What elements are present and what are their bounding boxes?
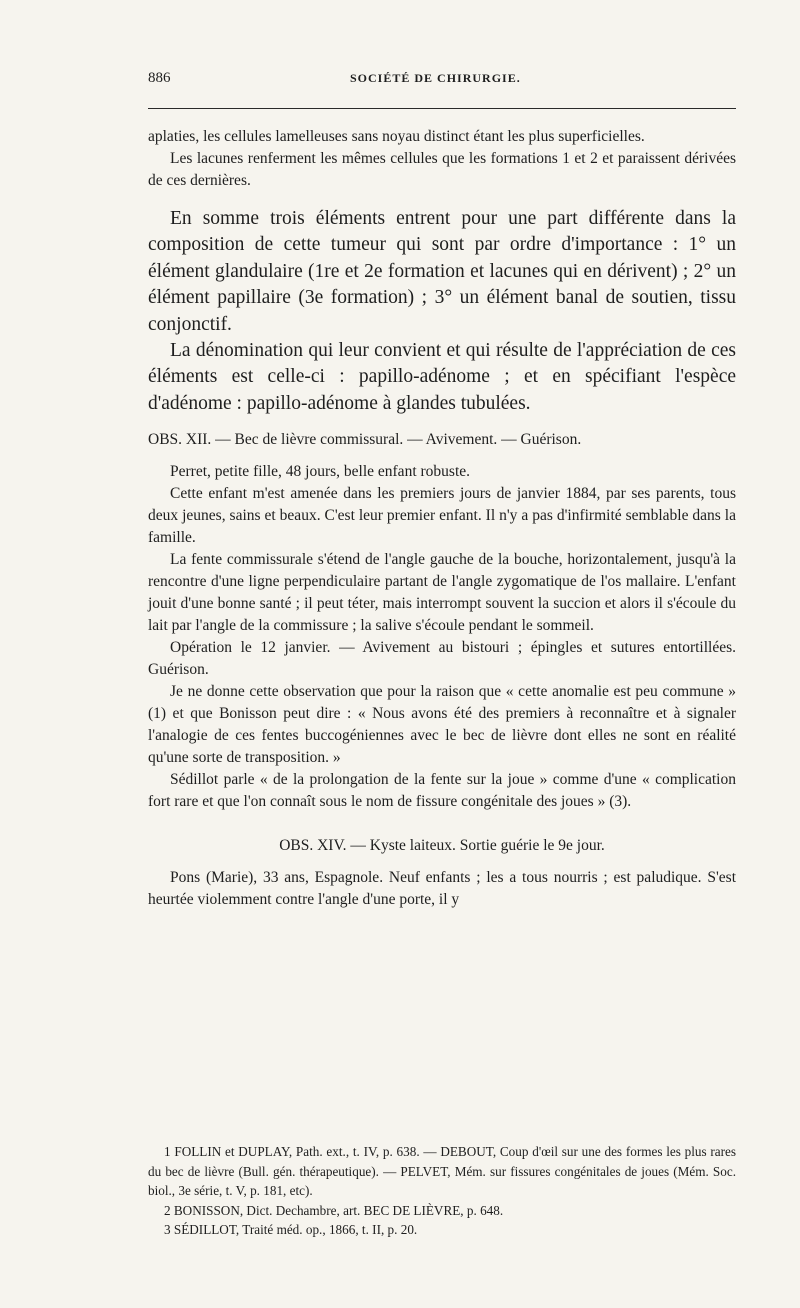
footnote: 1 FOLLIN et DUPLAY, Path. ext., t. IV, p. 638. — DEBOUT, Coup d'œil sur une des formes les plus rares du bec de lièvre (Bull. gén. thérapeutique). — PELVET, Mém. sur fissures congénitales de joues (Mém. Soc. biol., 3e série, t. V, p. 181, etc). [148,1144,736,1198]
running-header [148,70,736,100]
page-body [148,126,736,911]
footnotes [148,1142,736,1240]
observation-heading: OBS. XIV. — Kyste laiteux. Sortie guérie le 9e jour. [279,837,605,855]
observation-paragraph: Je ne donne cette observation que pour la raison que « cette anomalie est peu commune » (1) et que Bonisson peut dire : « Nous avons été des premiers à reconnaître et à signaler l'analogie de ces fentes buccogéniennes avec le bec de lièvre dont elles ne sont en réalité qu'une sorte de transposition. » [148,683,736,767]
paragraph: Les lacunes renferment les mêmes cellules que les formations 1 et 2 et paraissent dérivées de ces dernières. [148,150,736,189]
summary-paragraph: En somme trois éléments entrent pour une part différente dans la composition de cette tumeur qui sont par ordre d'importance : 1° un élément glandulaire (1re et 2e formation et lacunes qui en dérivent) ; 2° un élément papillaire (3e formation) ; 3° un élément banal de soutien, tissu conjonctif. [148,208,736,335]
footnote: 3 SÉDILLOT, Traité méd. op., 1866, t. II, p. 20. [164,1222,418,1237]
observation-paragraph: Perret, petite fille, 48 jours, belle enfant robuste. [170,463,471,481]
observation-paragraph: Pons (Marie), 33 ans, Espagnole. Neuf enfants ; les a tous nourris ; est paludique. S'est heurtée violemment contre l'angle d'une porte, il y [148,869,736,909]
summary-paragraph: La dénomination qui leur convient et qui résulte de l'appréciation de ces éléments est celle-ci : papillo-adénome ; et en spécifiant l'espèce d'adénome : papillo-adénome à glandes tubulées. [148,340,736,414]
spacer [148,451,736,461]
observation-paragraph: Sédillot parle « de la prolongation de la fente sur la joue » comme d'une « complication fort rare et que l'on connaît sous le nom de fissure congénitale des joues » (3). [148,771,736,811]
book-page [148,70,736,1237]
spacer [148,857,736,867]
page-number: 886 [148,70,171,86]
paragraph: aplaties, les cellules lamelleuses sans noyau distinct étant les plus superficielles. [148,128,645,145]
footnote: 2 BONISSON, Dict. Dechambre, art. BEC DE LIÈVRE, p. 648. [164,1202,504,1218]
observation-paragraph: La fente commissurale s'étend de l'angle gauche de la bouche, horizontalement, jusqu'à la rencontre d'une ligne perpendiculaire partant de l'angle zygomatique de l'os mallaire. L'enfant jouit d'une bonne santé ; il peut téter, mais interrompt souvent la succion et alors il s'écoule du lait par l'angle de la commissure ; la salive s'écoule pendant le sommeil. [148,551,736,635]
spacer [148,192,736,206]
running-title: SOCIÉTÉ DE CHIRURGIE. [350,71,521,85]
observation-paragraph: Opération le 12 janvier. — Avivement au bistouri ; épingles et sutures entortillées. Guérison. [148,639,736,679]
header-rule [148,108,736,109]
observation-paragraph: Cette enfant m'est amenée dans les premiers jours de janvier 1884, par ses parents, tous deux jeunes, sains et beaux. C'est leur premier enfant. Il n'y a pas d'infirmité semblable dans la famille. [148,485,736,547]
observation-heading: OBS. XII. — Bec de lièvre commissural. — Avivement. — Guérison. [148,431,582,449]
